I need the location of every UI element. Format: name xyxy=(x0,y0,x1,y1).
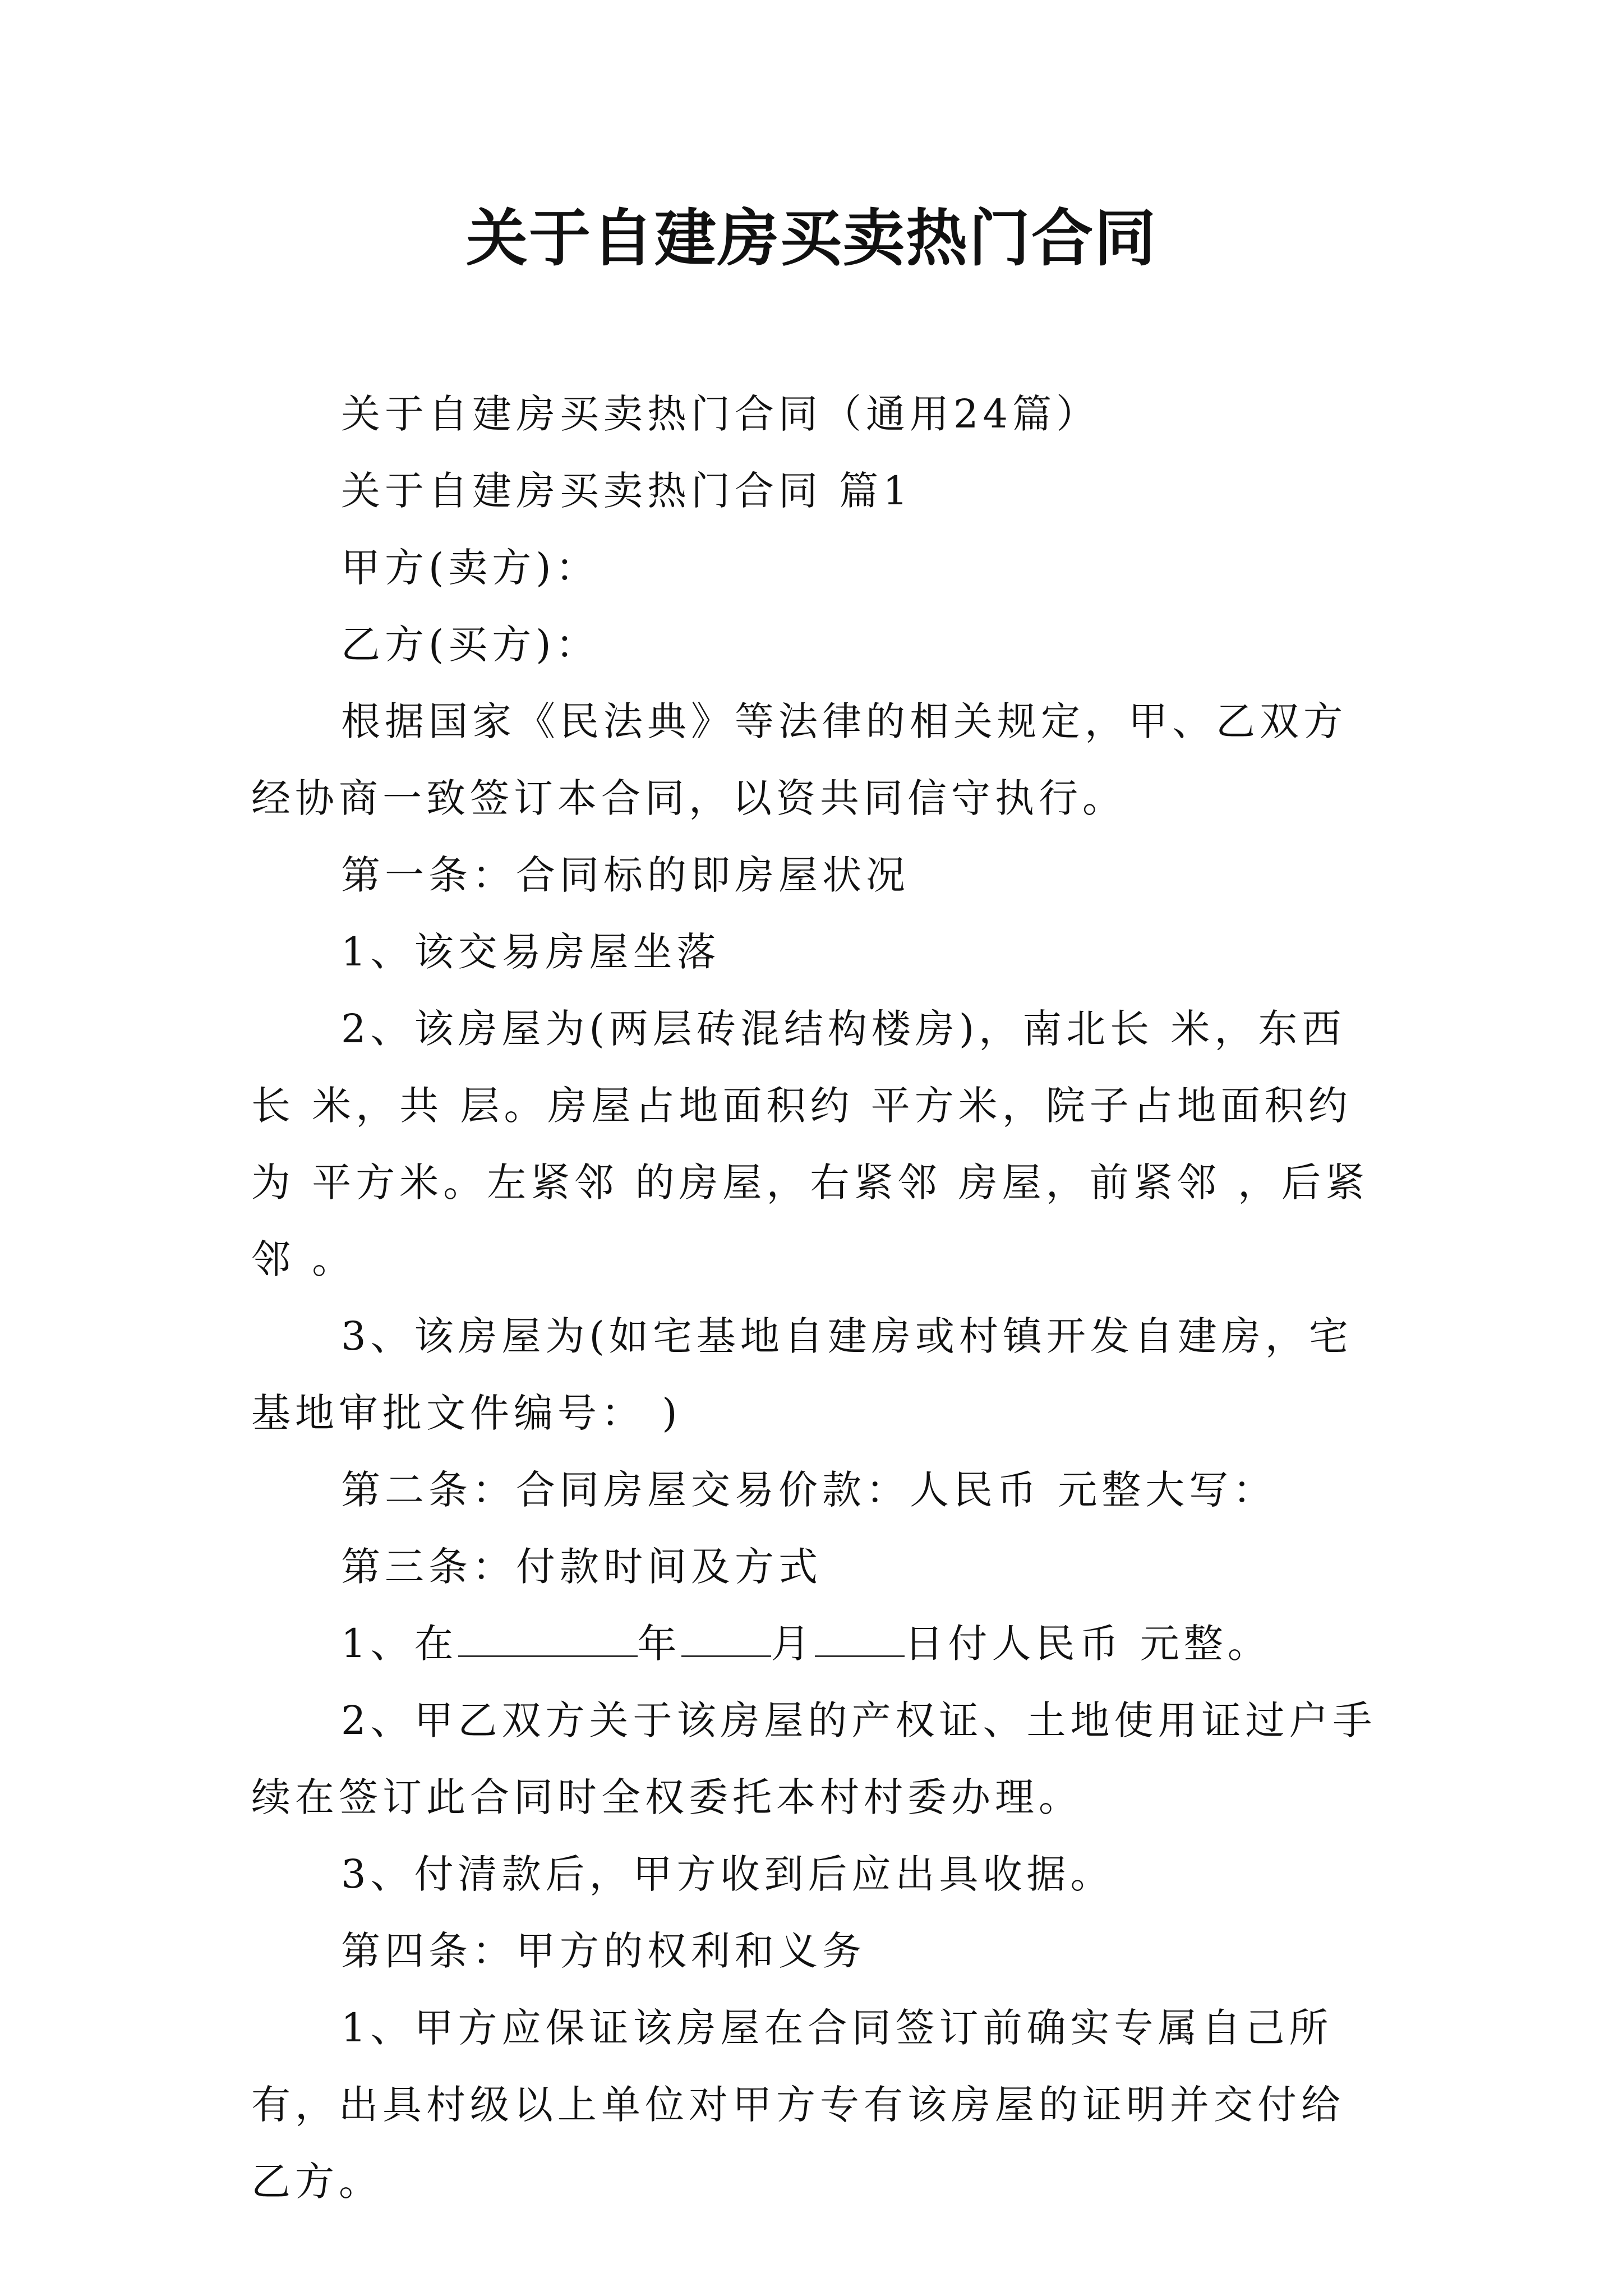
payment-month-label: 月 xyxy=(771,1621,815,1667)
paragraph-subtitle: 关于自建房买卖热门合同（通用24篇） xyxy=(341,391,1100,437)
paragraph-article-3: 第三条：付款时间及方式 xyxy=(341,1544,822,1590)
document-title: 关于自建房买卖热门合同 xyxy=(466,202,1157,274)
paragraph-location: 1、该交易房屋坐落 xyxy=(341,929,721,975)
month-blank xyxy=(681,1622,771,1657)
paragraph-article-1: 第一条：合同标的即房屋状况 xyxy=(341,852,910,898)
paragraph-party-a: 甲方(卖方)： xyxy=(341,545,600,591)
paragraph-house-type: 3、该房屋为(如宅基地自建房或村镇开发自建房，宅基地审批文件编号： ) xyxy=(251,1313,1353,1436)
paragraph-party-b: 乙方(买方)： xyxy=(341,622,600,668)
paragraph-article-2: 第二条：合同房屋交易价款：人民币 元整大写： xyxy=(341,1467,1277,1513)
paragraph-article-4: 第四条：甲方的权利和义务 xyxy=(341,1928,866,1974)
paragraph-receipt: 3、付清款后，甲方收到后应出具收据。 xyxy=(341,1851,1114,1897)
year-blank xyxy=(458,1622,638,1657)
day-blank xyxy=(815,1622,905,1657)
paragraph-ownership: 1、甲方应保证该房屋在合同签订前确实专属自己所有，出具村级以上单位对甲方专有该房屋的证明并交付给乙方。 xyxy=(251,2005,1345,2205)
paragraph-preamble: 根据国家《民法典》等法律的相关规定，甲、乙双方经协商一致签订本合同，以资共同信守执行。 xyxy=(251,698,1347,821)
paragraph-house-structure: 2、该房屋为(两层砖混结构楼房)，南北长 米，东西长 米，共 层。房屋占地面积约 平方米，院子占地面积约为 平方米。左紧邻 的房屋，右紧邻 房屋，前紧邻 ，后紧邻 。 xyxy=(251,1006,1370,1282)
payment-prefix: 1、在 xyxy=(341,1621,458,1667)
payment-day-suffix: 日付人民币 元整。 xyxy=(904,1621,1271,1667)
payment-year-label: 年 xyxy=(637,1621,681,1667)
document-body xyxy=(251,376,1378,2220)
paragraph-payment-date xyxy=(251,1605,1378,1682)
paragraph-transfer: 2、甲乙双方关于该房屋的产权证、土地使用证过户手续在签订此合同时全权委托本村村委办理。 xyxy=(251,1697,1377,1820)
paragraph-section-heading: 关于自建房买卖热门合同 篇1 xyxy=(341,468,912,514)
